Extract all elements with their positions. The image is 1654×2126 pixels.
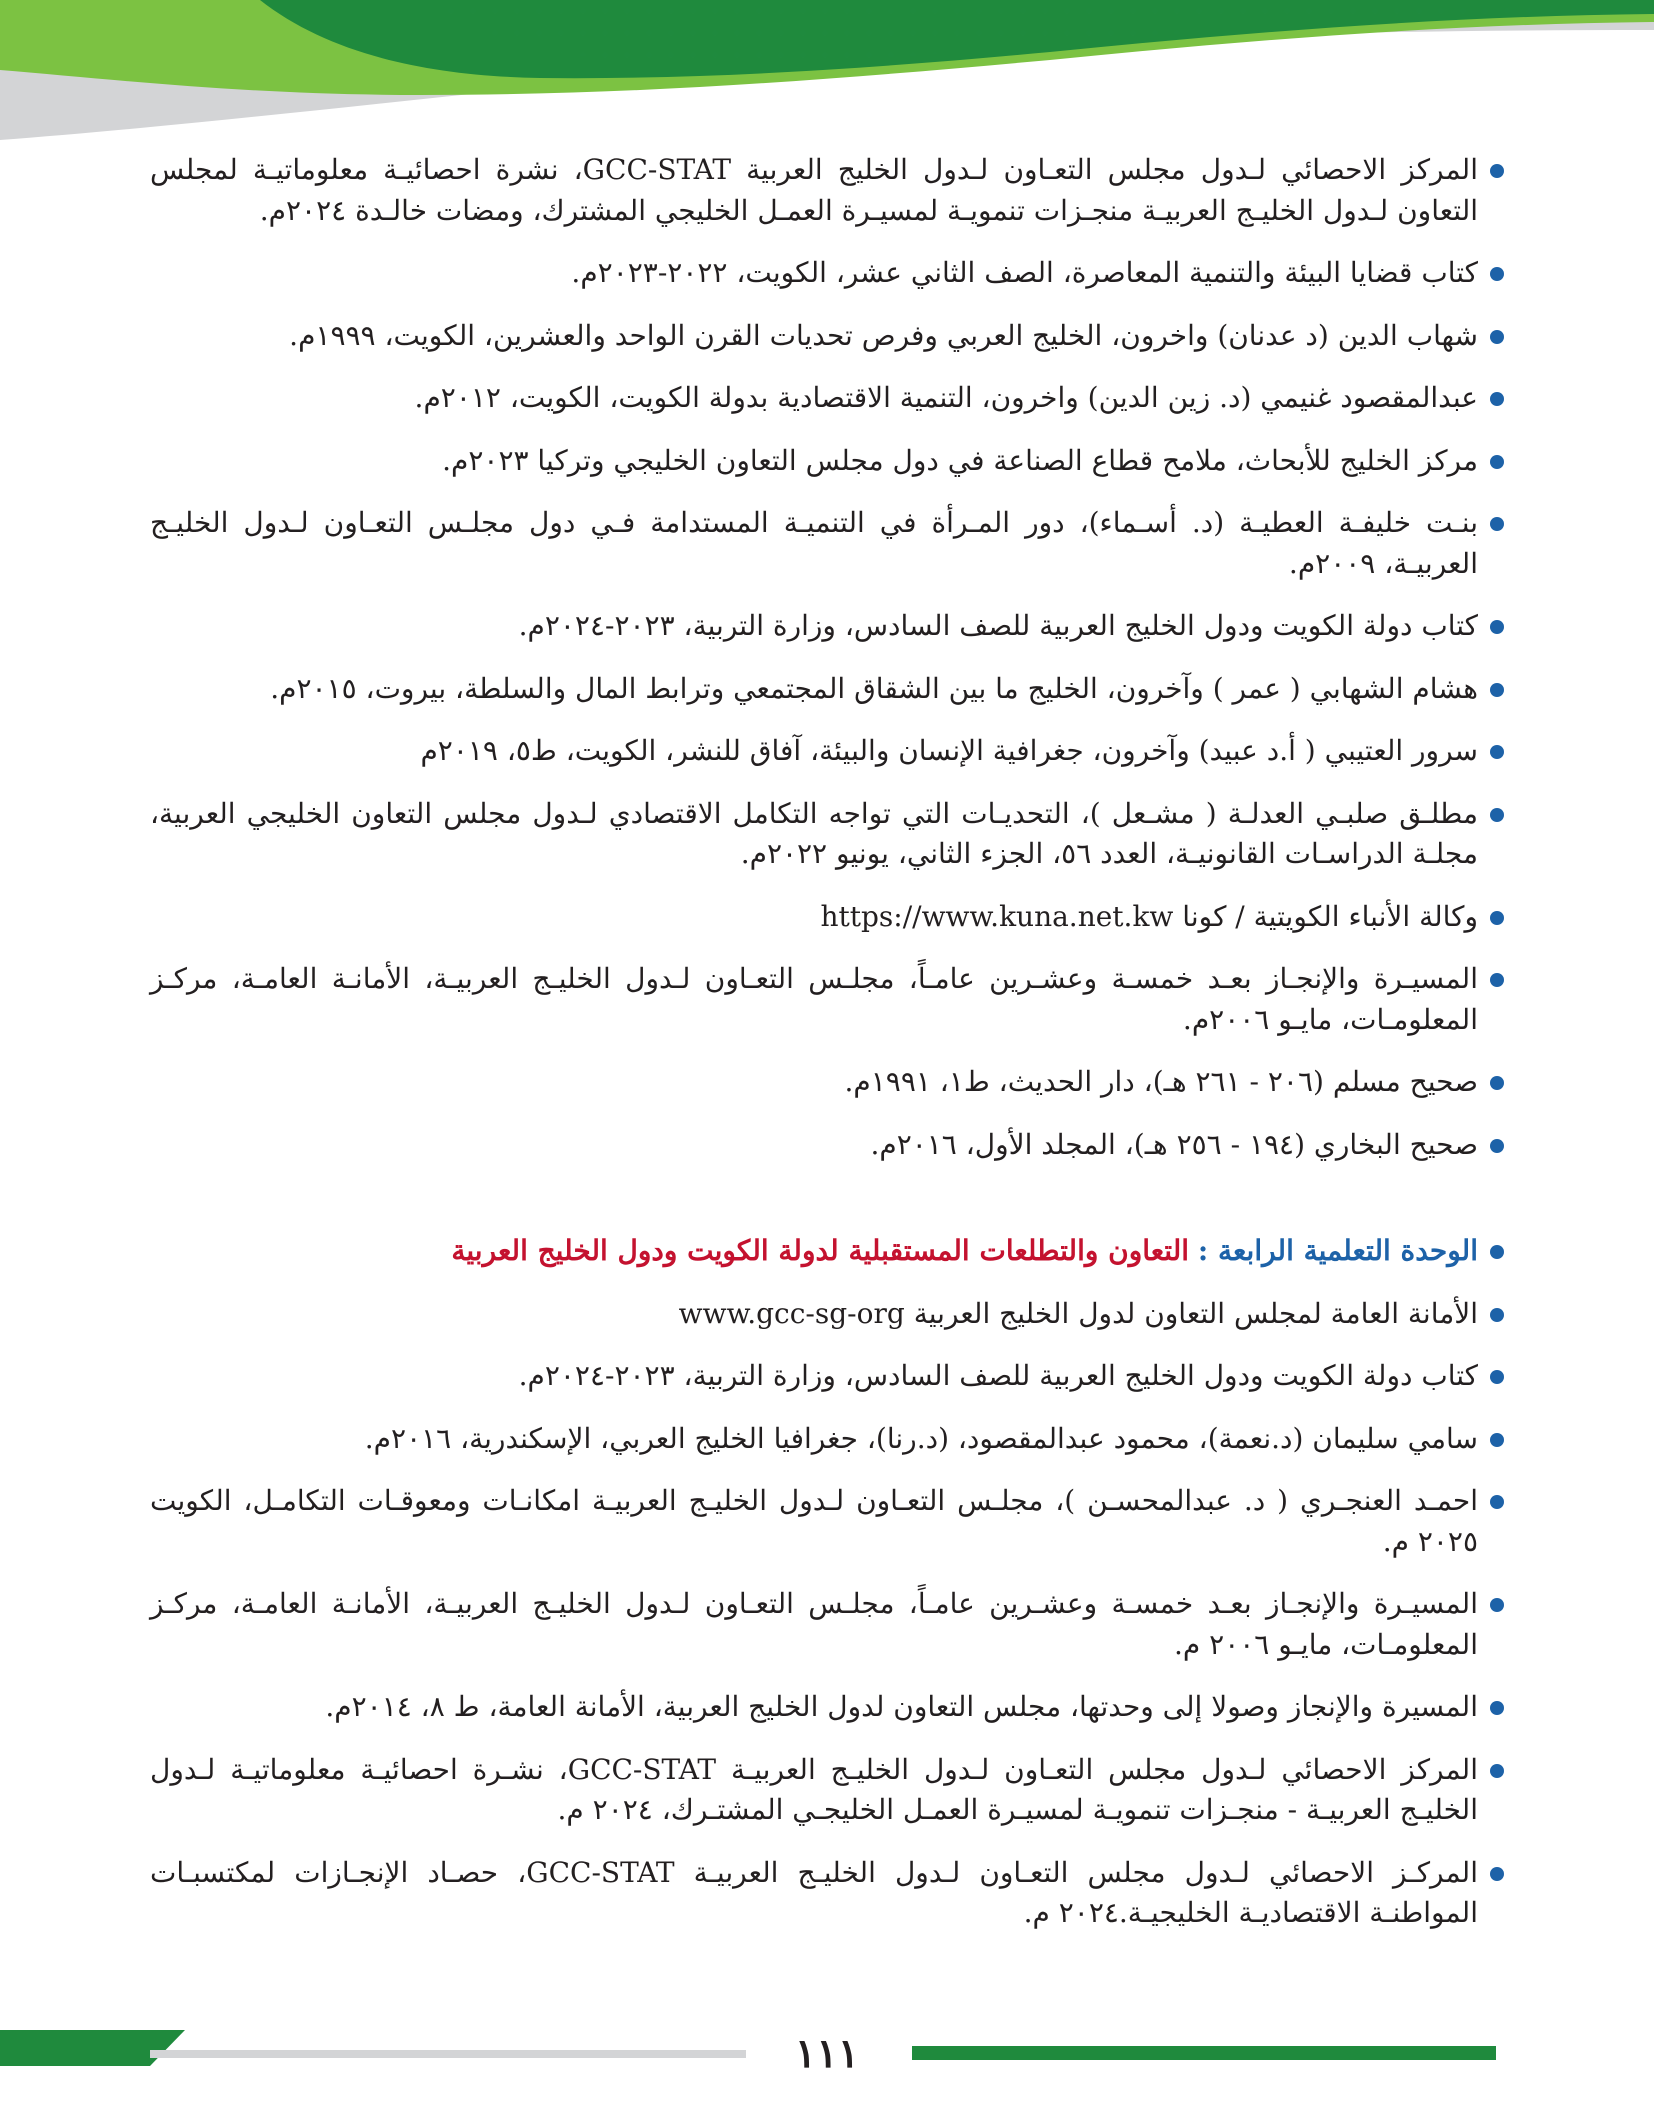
- bullet-icon: [1490, 1433, 1504, 1447]
- bullet-icon: [1490, 517, 1504, 531]
- list-item: وكالة الأنباء الكويتية / كونا https://www.kuna.net.kw: [150, 897, 1504, 938]
- bullet-icon: [1490, 683, 1504, 697]
- bullet-icon: [1490, 1139, 1504, 1153]
- list-item: كتاب دولة الكويت ودول الخليج العربية للصف السادس، وزارة التربية، ٢٠٢٣-٢٠٢٤م.: [150, 606, 1504, 647]
- list-item: المسيـرة والإنجـاز بعـد خمسـة وعشـرين عامـاً، مجلـس التعـاون لـدول الخليـج العربيـة، الأمانـة العامـة، مركـز المعلومـات، مايـو ٢٠٠٦م.: [150, 959, 1504, 1040]
- list-item: سامي سليمان (د.نعمة)، محمود عبدالمقصود، (د.رنا)، جغرافيا الخليج العربي، الإسكندرية، ٢٠١٦م.: [150, 1419, 1504, 1460]
- bullet-icon: [1490, 455, 1504, 469]
- bullet-icon: [1490, 1701, 1504, 1715]
- bullet-icon: [1490, 620, 1504, 634]
- page-number: ١١١: [794, 2030, 860, 2077]
- header-decoration: [0, 0, 1654, 150]
- bullet-icon: [1490, 911, 1504, 925]
- list-item: صحيح مسلم (٢٠٦ - ٢٦١ هـ)، دار الحديث، ط١، ١٩٩١م.: [150, 1062, 1504, 1103]
- list-item: عبدالمقصود غنيمي (د. زين الدين) واخرون، التنمية الاقتصادية بدولة الكويت، الكويت، ٢٠١٢م.: [150, 378, 1504, 419]
- list-item: بنـت خليفـة العطيـة (د. أسـماء)، دور المـرأة في التنميـة المستدامة فـي دول مجلـس التعـاون لـدول الخليـج العربيـة، ٢٠٠٩م.: [150, 503, 1504, 584]
- bullet-icon: [1490, 1867, 1504, 1881]
- bullet-icon: [1490, 1764, 1504, 1778]
- bullet-icon: [1490, 973, 1504, 987]
- bullet-icon: [1490, 1076, 1504, 1090]
- list-item: مركز الخليج للأبحاث، ملامح قطاع الصناعة في دول مجلس التعاون الخليجي وتركيا ٢٠٢٣م.: [150, 441, 1504, 482]
- section-spacer: [150, 1187, 1504, 1231]
- list-item: شهاب الدين (د عدنان) واخرون، الخليج العربي وفرص تحديات القرن الواحد والعشرين، الكويت، ١٩٩٩م.: [150, 316, 1504, 357]
- list-item: المركز الاحصائي لـدول مجلس التعـاون لـدول الخليج العربية GCC-STAT، نشرة احصائيـة معلوماتيـة لمجلس التعاون لـدول الخليـج العربيـة منجـزات تنمويـة لمسيـرة العمـل الخليجي المشترك، ومضات خالـدة ٢٠٢٤م.: [150, 150, 1504, 231]
- list-item: صحيح البخاري (١٩٤ - ٢٥٦ هـ)، المجلد الأول، ٢٠١٦م.: [150, 1125, 1504, 1166]
- unit-heading: [150, 1231, 1504, 1272]
- bullet-icon: [1490, 808, 1504, 822]
- references-content: [150, 150, 1504, 1956]
- list-item: احمـد العنجـري ( د. عبدالمحسـن )، مجلـس التعـاون لـدول الخليـج العربيـة امكانـات ومعوقـات التكامـل، الكويت ٢٠٢٥ م.: [150, 1481, 1504, 1562]
- list-item: المركـز الاحصائي لـدول مجلس التعـاون لـدول الخليـج العربيـة GCC-STAT، حصـاد الإنجـازات لمكتسبـات المواطنـة الاقتصاديـة الخليجيـة.٢٠٢٤ م.: [150, 1853, 1504, 1934]
- list-item: مطلـق صلبـي العدلـة ( مشـعل )، التحديـات التي تواجه التكامل الاقتصادي لـدول مجلس التعاون الخليجي العربية، مجلـة الدراسـات القانونيـة، العدد ٥٦، الجزء الثاني، يونيو ٢٠٢٢م.: [150, 794, 1504, 875]
- list-item: الأمانة العامة لمجلس التعاون لدول الخليج العربية www.gcc-sg-org: [150, 1294, 1504, 1335]
- bullet-icon: [1490, 392, 1504, 406]
- unit-label: الوحدة التعلمية الرابعة :: [1197, 1234, 1478, 1267]
- bullet-icon: [1490, 1370, 1504, 1384]
- bullet-icon: [1490, 267, 1504, 281]
- bullet-icon: [1490, 1245, 1504, 1259]
- bullet-icon: [1490, 745, 1504, 759]
- list-item: كتاب دولة الكويت ودول الخليج العربية للصف السادس، وزارة التربية، ٢٠٢٣-٢٠٢٤م.: [150, 1356, 1504, 1397]
- list-item: المسيرة والإنجاز وصولا إلى وحدتها، مجلس التعاون لدول الخليج العربية، الأمانة العامة، ط ٨، ٢٠١٤م.: [150, 1687, 1504, 1728]
- unit-title: التعاون والتطلعات المستقبلية لدولة الكويت ودول الخليج العربية: [451, 1234, 1190, 1267]
- list-item: كتاب قضايا البيئة والتنمية المعاصرة، الصف الثاني عشر، الكويت، ٢٠٢٢-٢٠٢٣م.: [150, 253, 1504, 294]
- references-list-2: [150, 1231, 1504, 1934]
- references-list-1: [150, 150, 1504, 1165]
- list-item: المركز الاحصائي لـدول مجلس التعـاون لـدول الخليـج العربيـة GCC-STAT، نشـرة احصائيـة معلوماتيـة لـدول الخليـج العربيـة - منجـزات تنمويـة لمسيـرة العمـل الخليجـي المشتـرك، ٢٠٢٤ م.: [150, 1750, 1504, 1831]
- list-item: هشام الشهابي ( عمر ) وآخرون، الخليج ما بين الشقاق المجتمعي وترابط المال والسلطة، بيروت، ٢٠١٥م.: [150, 669, 1504, 710]
- list-item: المسيـرة والإنجـاز بعـد خمسـة وعشـرين عامـاً، مجلـس التعـاون لـدول الخليـج العربيـة، الأمانـة العامـة، مركـز المعلومـات، مايـو ٢٠٠٦ م.: [150, 1584, 1504, 1665]
- bullet-icon: [1490, 1308, 1504, 1322]
- bullet-icon: [1490, 330, 1504, 344]
- list-item: سرور العتيبي ( أ.د عبيد) وآخرون، جغرافية الإنسان والبيئة، آفاق للنشر، الكويت، ط٥، ٢٠١٩م: [150, 731, 1504, 772]
- bullet-icon: [1490, 1495, 1504, 1509]
- bullet-icon: [1490, 164, 1504, 178]
- bullet-icon: [1490, 1598, 1504, 1612]
